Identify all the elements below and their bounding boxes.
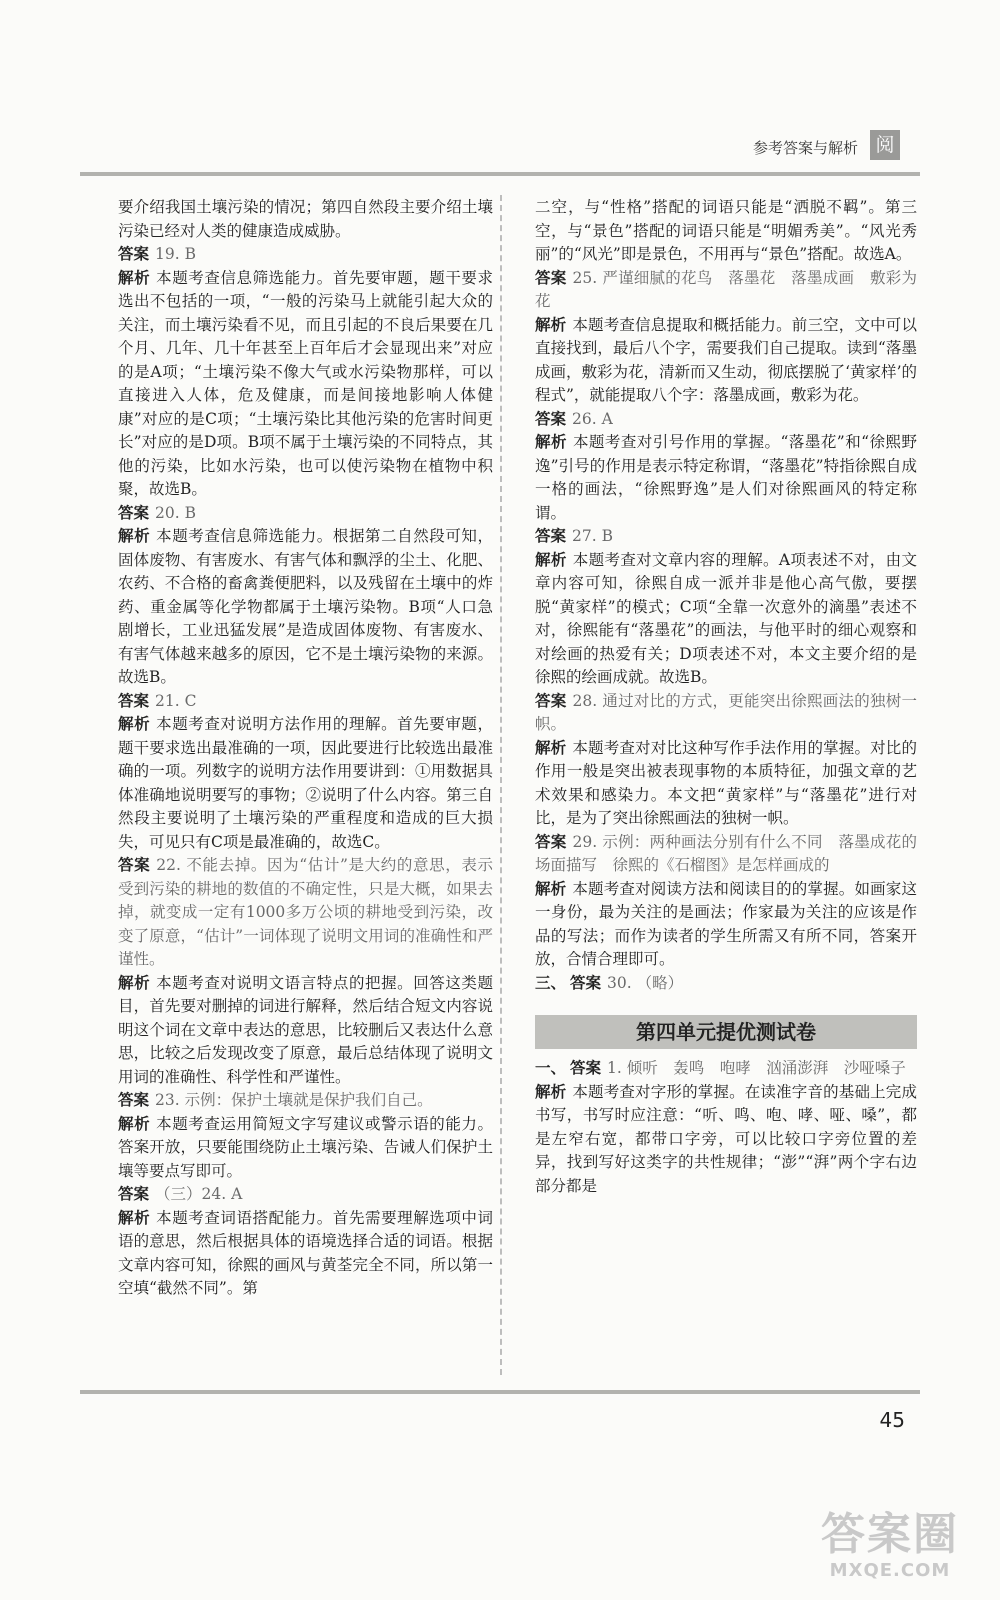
paragraph-text: 本题考查信息筛选能力。根据第二自然段可知，固体废物、有害废水、有害气体和飘浮的尘土、化肥、农药、不合格的畜禽粪便肥料，以及残留在土壤中的炸药、重金属等化学物都属于土壤污染物。B项“人口急剧增长，工业迅猛发展”是造成固体废物、有害废水、有害气体越来越多的原因，它不是土壤污染物的来源。故选B。 (118, 527, 493, 686)
analysis-label: 解析 (535, 1082, 567, 1101)
paragraph-text: 22. 不能去掉。因为“估计”是大约的意思，表示受到污染的耕地的数值的不确定性，只是大概，如果去掉，就变成一定有1000多万公顷的耕地受到污染，改变了原意，“估计”一词体现了说明文用词的准确性和严谨性。 (118, 856, 493, 968)
paragraph-text: 29. 示例：两种画法分别有什么不同 落墨成花的场面描写 徐熙的《石榴图》是怎样画成的 (535, 832, 917, 874)
analysis-label: 解析 (535, 879, 567, 898)
analysis-paragraph (118, 1207, 493, 1301)
section-title-bar: 第四单元提优测试卷 (535, 1015, 917, 1049)
paragraph-text: （三）24. A (155, 1185, 243, 1203)
left-column (118, 196, 493, 1301)
paragraph-text: 本题考查信息提取和概括能力。前三空，文中可以直接找到，最后八个字，需要我们自己提取。读到“落墨成画，敷彩为花，清新而又生动，彻底摆脱了‘黄家样’的程式”，就能提取八个字：落墨成画，敷彩为花。 (535, 315, 917, 404)
watermark-url: MXQE.COM (829, 1560, 951, 1581)
paragraph-text: 23. 示例：保护土壤就是保护我们自己。 (155, 1091, 433, 1109)
header-rule (80, 172, 920, 176)
answer-paragraph (118, 502, 493, 526)
answer-paragraph (535, 408, 917, 432)
paragraph-text: 28. 通过对比的方式，更能突出徐熙画法的独树一帜。 (535, 691, 917, 733)
paragraph-text: 30. （略） (607, 973, 684, 992)
analysis-label: 解析 (535, 315, 567, 334)
answer-label: 答案 (118, 856, 151, 874)
answer-label: 答案 (535, 409, 567, 428)
answer-paragraph (535, 690, 917, 737)
continued-paragraph (535, 196, 917, 267)
answer-paragraph (118, 1089, 493, 1113)
paragraph-text: 25. 严谨细腻的花鸟 落墨花 落墨成画 敷彩为花 (535, 268, 917, 310)
paragraph-text: 19. B (155, 245, 196, 263)
answer-label: 答案 (535, 832, 567, 851)
answer-label: 答案 (118, 1185, 150, 1203)
analysis-label: 解析 (118, 268, 151, 287)
answer-label: 答案 (118, 503, 150, 522)
analysis-paragraph (535, 737, 917, 831)
answer-label: 答案 (570, 1059, 602, 1077)
paragraph-text: 26. A (572, 409, 613, 428)
analysis-paragraph (535, 878, 917, 972)
paragraph-text: 本题考查对说明方法作用的理解。首先要审题，题干要求选出最准确的一项，因此要进行比较选出最准确的一项。列数字的说明方法作用要讲到：①用数据具体准确地说明要写的事物；②说明了什么内容。第三自然段主要说明了土壤污染的严重程度和造成的巨大损失，可见只有C项是最准确的，故选C。 (118, 715, 493, 851)
page-header-title: 参考答案与解析 (752, 139, 858, 157)
analysis-paragraph (118, 713, 493, 854)
paragraph-text: 21. C (155, 691, 197, 710)
watermark (800, 1510, 980, 1585)
paragraph-text: 20. B (155, 503, 196, 522)
paragraph-text: 二空，与“性格”搭配的词语只能是“洒脱不羁”。第三空，与“景色”搭配的词语只能是“明媚秀美”。“风光秀丽”的“风光”即是景色，不用再与“景色”搭配。故选A。 (535, 198, 917, 263)
analysis-paragraph (535, 1081, 917, 1199)
answer-paragraph (535, 525, 917, 549)
analysis-paragraph (535, 549, 917, 690)
answer-paragraph (118, 690, 493, 714)
paragraph-text: 1. 倾听 轰鸣 咆哮 汹涌澎湃 沙哑嗓子 (607, 1059, 906, 1077)
answer-paragraph (535, 267, 917, 314)
watermark-logo: 答案圈 (821, 1509, 959, 1560)
answer-paragraph (535, 1057, 917, 1081)
paragraph-text: 本题考查运用简短文字写建议或警示语的能力。答案开放，只要能围绕防止土壤污染、告诫人们保护土壤等要点写即可。 (118, 1114, 493, 1180)
analysis-label: 解析 (535, 433, 567, 451)
analysis-paragraph (535, 314, 917, 408)
paragraph-text: 要介绍我国土壤污染的情况；第四自然段主要介绍土壤污染已经对人类的健康造成威胁。 (118, 198, 493, 240)
answer-paragraph (535, 831, 917, 878)
analysis-paragraph (118, 267, 493, 502)
paragraph-text: 本题考查对字形的掌握。在读准字音的基础上完成书写，书写时应注意：“听、鸣、咆、哮、哑、嗓”，都是左窄右宽，都带口字旁，可以比较口字旁位置的差异，找到写好这类字的共性规律；“澎”“湃”两个字右边部分都是 (535, 1082, 917, 1195)
paragraph-text: 本题考查对对比这种写作手法作用的掌握。对比的作用一般是突出被表现事物的本质特征，加强文章的艺术效果和感染力。本文把“黄家样”与“落墨花”进行对比，是为了突出徐熙画法的独树一帜。 (535, 738, 917, 827)
paragraph-text: 本题考查对阅读方法和阅读目的的掌握。如画家这一身份，最为关注的是画法；作家最为关注的应该是作品的写法；而作为读者的学生所需又有所不同，答案开放，合情合理即可。 (535, 879, 917, 968)
answer-label: 答案 (570, 973, 602, 992)
footer-rule (80, 1390, 920, 1394)
paragraph-text: 本题考查对引号作用的掌握。“落墨花”和“徐熙野逸”引号的作用是表示特定称谓，“落墨花”特指徐熙自成一格的画法，“徐熙野逸”是人们对徐熙画风的特定称谓。 (535, 433, 917, 522)
answer-label: 答案 (118, 245, 150, 263)
header-badge: 阅 (870, 130, 900, 160)
analysis-label: 解析 (535, 738, 567, 757)
answer-paragraph (118, 1183, 493, 1207)
analysis-label: 解析 (535, 550, 567, 569)
analysis-label: 解析 (118, 527, 151, 545)
analysis-paragraph (118, 525, 493, 690)
paragraph-text: 本题考查词语搭配能力。首先需要理解选项中词语的意思，然后根据具体的语境选择合适的词语。根据文章内容可知，徐熙的画风与黄荃完全不同，所以第一空填“截然不同”。第 (118, 1208, 493, 1297)
answer-label: 答案 (535, 691, 567, 710)
answer-label: 答案 (118, 1091, 150, 1109)
analysis-paragraph (535, 431, 917, 525)
paragraph-text: 本题考查信息筛选能力。首先要审题，题干要求选出不包括的一项，“一般的污染马上就能引起大众的关注，而土壤污染看不见，而且引起的不良后果要在几个月、几年、几十年甚至上百年后才会显现出来”对应的是A项；“土壤污染不像大气或水污染物那样，可以直接进入人体，危及健康，而是间接地影响人体健康”对应的是C项；“土壤污染比其他污染的危害时间更长”对应的是D项。B项不属于土壤污染的不同特点，其他的污染，比如水污染，也可以使污染物在植物中积聚，故选B。 (118, 268, 493, 498)
column-divider (500, 195, 502, 1375)
section-number: 三、 (535, 973, 567, 992)
continued-paragraph (118, 196, 493, 243)
answer-label: 答案 (535, 268, 567, 287)
answer-paragraph (535, 972, 917, 996)
answer-paragraph (118, 243, 493, 267)
analysis-paragraph (118, 972, 493, 1090)
analysis-label: 解析 (118, 973, 151, 992)
answer-paragraph (118, 854, 493, 972)
paragraph-text: 本题考查对文章内容的理解。A项表述不对，由文章内容可知，徐熙自成一派并非是他心高气傲，要摆脱“黄家样”的模式；C项“全靠一次意外的滴墨”表述不对，徐熙能有“落墨花”的画法，与他平时的细心观察和对绘画的热爱有关；D项表述不对，本文主要介绍的是徐熙的绘画成就。故选B。 (535, 550, 917, 686)
analysis-paragraph (118, 1113, 493, 1184)
page-number: 45 (879, 1408, 905, 1432)
analysis-label: 解析 (118, 715, 151, 733)
analysis-label: 解析 (118, 1114, 151, 1133)
analysis-label: 解析 (118, 1208, 151, 1227)
section-number: 一、 (535, 1059, 567, 1077)
paragraph-text: 本题考查对说明文语言特点的把握。回答这类题目，首先要对删掉的词进行解释，然后结合短文内容说明这个词在文章中表达的意思，比较删后又表达什么意思，比较之后发现改变了原意，最后总结体现了说明文用词的准确性、科学性和严谨性。 (118, 973, 493, 1086)
answer-label: 答案 (535, 527, 567, 545)
right-column (535, 196, 917, 1198)
answer-label: 答案 (118, 691, 150, 710)
paragraph-text: 27. B (572, 527, 613, 545)
